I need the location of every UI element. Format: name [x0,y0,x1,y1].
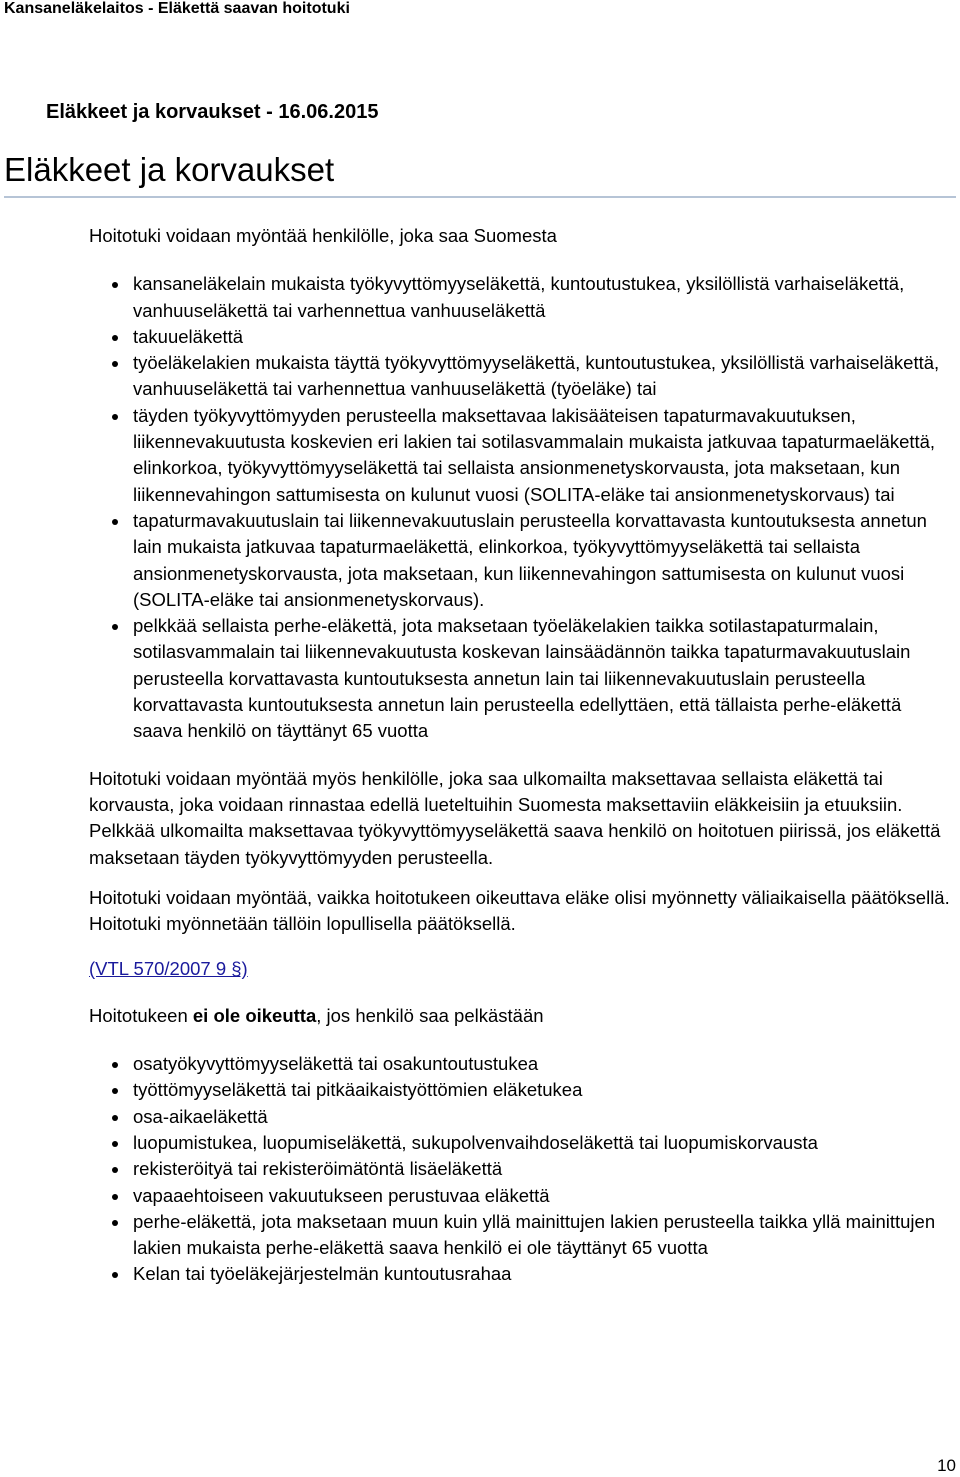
no-right-emphasis: ei ole oikeutta [192,1004,317,1026]
no-right-suffix: , jos henkilö saa pelkästään [316,1004,544,1026]
list-item: osa-aikaeläkettä [89,1104,951,1130]
intro-paragraph: Hoitotuki voidaan myöntää henkilölle, joka saa Suomesta [89,225,557,246]
ineligible-list [89,1051,951,1288]
document-date: Eläkkeet ja korvaukset - 16.06.2015 [46,101,379,123]
temporary-paragraph: Hoitotuki voidaan myöntää, vaikka hoitotukeen oikeuttava eläke olisi myönnetty väliaikaisella päätöksellä. Hoitotuki myönnetään tällöin lopullisella päätöksellä. [89,886,950,935]
site-header: Kansaneläkelaitos - Eläkettä saavan hoitotuki [4,0,350,17]
list-item: täyden työkyvyttömyyden perusteella maksettavaa lakisääteisen tapaturmavakuutuksen, liikennevakuutusta koskevien eri lakien tai sotilasvammalain mukaista jatkuvaa tapaturmaeläkettä, elinkorkoa, työkyvyttömyyseläkettä tai sellaista ansionmenetyskorvausta, jota maksetaan, kun liikennevahingon sattumisesta on kulunut vuosi (SOLITA-eläke tai ansionmenetyskorvaus) tai [89,403,951,508]
list-item: takuueläkettä [89,324,951,350]
page-title: Eläkkeet ja korvaukset [4,150,956,198]
main-content [89,223,951,1288]
list-item: kansaneläkelain mukaista työkyvyttömyyseläkettä, kuntoutustukea, yksilöllistä varhaiseläkettä, vanhuuseläkettä tai varhennettua vanhuuseläkettä [89,271,951,324]
list-item: osatyökyvyttömyyseläkettä tai osakuntoutustukea [89,1051,951,1077]
list-item: tapaturmavakuutuslain tai liikennevakuutuslain perusteella korvattavasta kuntoutuksesta annetun lain mukaista jatkuvaa tapaturmaeläkettä, elinkorkoa, työkyvyttömyyseläkettä tai sellaista ansionmenetyskorvausta, jota maksetaan, kun liikennevahingon sattumisesta on kulunut vuosi (SOLITA-eläke tai ansionmenetyskorvaus). [89,508,951,613]
list-item: työeläkelakien mukaista täyttä työkyvyttömyyseläkettä, kuntoutustukea, yksilöllistä varhaiseläkettä, vanhuuseläkettä tai varhennettua vanhuuseläkettä (työeläke) tai [89,350,951,403]
abroad-paragraph: Hoitotuki voidaan myöntää myös henkilölle, joka saa ulkomailta maksettavaa sellaista eläkettä tai korvausta, joka voidaan rinnastaa edellä lueteltuihin Suomesta maksettaviin eläkkeisiin ja etuuksiin. Pelkkää ulkomailta maksettavaa työkyvyttömyyseläkettä saava henkilö on hoitotuen piirissä, jos eläkettä maksetaan täyden työkyvyttömyyden perusteella. [89,767,941,868]
page-number: 10 [937,1456,956,1475]
eligible-list [89,271,951,744]
law-reference [89,956,951,982]
list-item: rekisteröityä tai rekisteröimätöntä lisäeläkettä [89,1156,951,1182]
list-item: Kelan tai työeläkejärjestelmän kuntoutusrahaa [89,1261,951,1287]
list-item: työttömyyseläkettä tai pitkäaikaistyöttömien eläketukea [89,1077,951,1103]
no-right-prefix: Hoitotukeen [89,1004,193,1026]
list-item: vapaaehtoiseen vakuutukseen perustuvaa eläkettä [89,1183,951,1209]
no-right-paragraph [89,1003,951,1029]
law-link[interactable]: (VTL 570/2007 9 §) [89,958,248,980]
list-item: luopumistukea, luopumiseläkettä, sukupolvenvaihdoseläkettä tai luopumiskorvausta [89,1130,951,1156]
list-item: pelkkää sellaista perhe-eläkettä, jota maksetaan työeläkelakien taikka sotilastapaturmalain, sotilasvammalain tai liikennevakuutusta koskevan lainsäädännön taikka tapaturmavakuutuslain perusteella korvattavasta kuntoutuksesta annetun lain tai liikennevakuutuslain perusteella korvattavasta kuntoutuksesta annetun lain perusteella edellyttäen, että tällaista perhe-eläkettä saava henkilö on täyttänyt 65 vuotta [89,613,951,744]
list-item: perhe-eläkettä, jota maksetaan muun kuin yllä mainittujen lakien perusteella taikka yllä mainittujen lakien mukaista perhe-eläkettä saava henkilö ei ole täyttänyt 65 vuotta [89,1209,951,1262]
